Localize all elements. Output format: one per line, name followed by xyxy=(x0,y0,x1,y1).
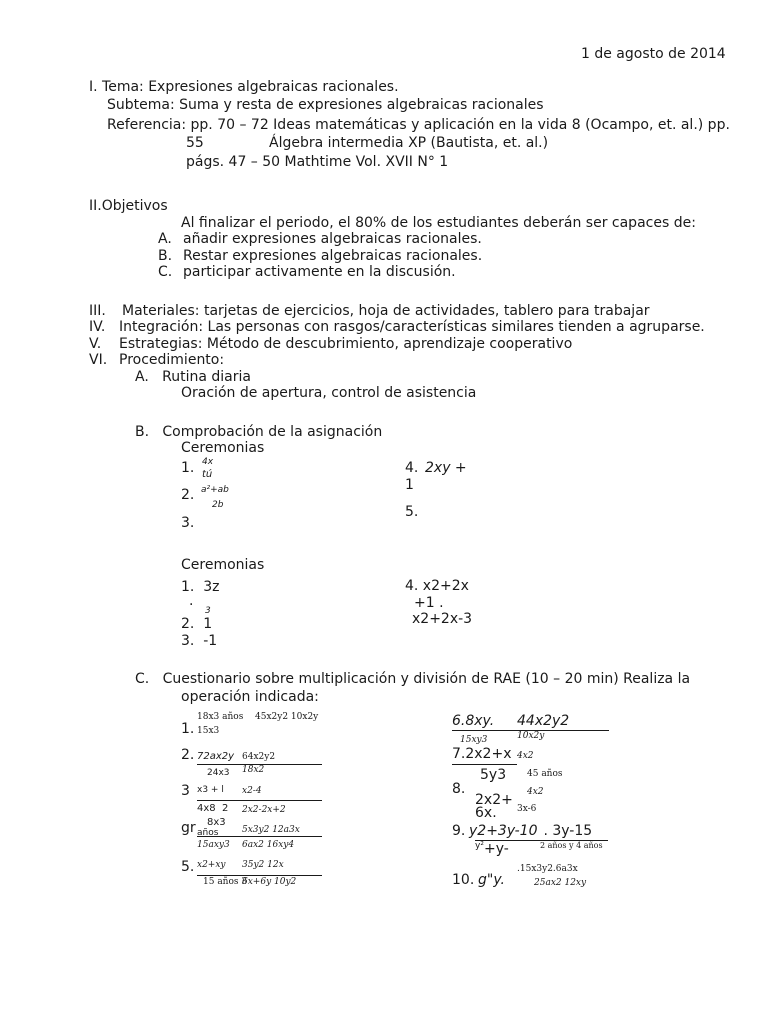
expression: 7.2x2+x xyxy=(452,746,512,762)
expression: x2+2x-3 xyxy=(412,611,473,627)
fraction-denominator: 2b xyxy=(212,500,224,510)
quiz-heading: C. Cuestionario sobre multiplicación y división de RAE (10 – 20 min) Realiza la xyxy=(135,671,691,687)
objective-text: Restar expresiones algebraicas racionales. xyxy=(183,248,483,264)
procedure-heading: Procedimiento: xyxy=(119,352,225,368)
expression: . xyxy=(189,593,194,609)
expression: 5y3 xyxy=(480,767,507,783)
exercise-item: 1. 3z xyxy=(181,579,220,595)
assignment-check-heading: B. Comprobación de la asignación xyxy=(135,424,383,440)
exercise-number: 5. xyxy=(405,504,419,520)
exercise-number: 8. xyxy=(452,781,466,797)
fraction-denominator: 3 xyxy=(205,606,211,616)
fraction-bar xyxy=(197,875,322,876)
reference-book-3: págs. 47 – 50 Mathtime Vol. XVII N° 1 xyxy=(186,154,449,170)
expression: 8x3 xyxy=(207,817,226,828)
expression: 3x-6 xyxy=(517,804,537,814)
objective-text: participar activamente en la discusión. xyxy=(183,264,456,280)
expression: 4x2 xyxy=(517,751,534,761)
expression: 72ax2y xyxy=(197,751,235,762)
expression: 15x3 xyxy=(197,726,220,736)
objectives-heading: II.Objetivos xyxy=(89,198,168,214)
fraction-bar xyxy=(452,764,517,765)
expression: y² xyxy=(475,841,484,851)
ceremonies-label: Ceremonias xyxy=(181,557,265,573)
expression: 10x2y xyxy=(517,731,545,741)
exercise-number: 5. xyxy=(181,859,195,875)
expression: x2+xy xyxy=(197,860,226,870)
exercise-number: 1. xyxy=(181,721,195,737)
expression: 35y2 12x xyxy=(242,860,284,870)
section-number: IV. xyxy=(89,319,106,335)
expression: 4x8 2 xyxy=(197,803,229,814)
expression: 6x+6y 10y2 xyxy=(242,877,297,887)
objective-letter: C. xyxy=(158,264,173,280)
exercise-number: 2. xyxy=(181,747,195,763)
expression: 6x. xyxy=(475,805,497,821)
exercise-number: 3 xyxy=(181,783,190,799)
expression: 2xy + xyxy=(425,460,467,476)
expression: 44x2y2 xyxy=(517,713,570,729)
reference-line: Referencia: pp. 70 – 72 Ideas matemáticas y aplicación en la vida 8 (Ocampo, et. al.) pp. xyxy=(107,117,730,133)
routine-heading: A. Rutina diaria xyxy=(135,369,251,385)
strategies-line: Estrategias: Método de descubrimiento, aprendizaje cooperativo xyxy=(119,336,573,352)
ceremonies-label: Ceremonias xyxy=(181,440,265,456)
exercise-number: 4. xyxy=(405,460,423,476)
expression: 6.8xy. xyxy=(452,713,495,729)
expression: 45 años xyxy=(527,769,563,779)
section-number: VI. xyxy=(89,352,108,368)
expression: 24x3 xyxy=(207,768,230,778)
expression: +1 . xyxy=(414,595,444,611)
expression: 2x2-2x+2 xyxy=(242,805,286,815)
exercise-item: 4. x2+2x xyxy=(405,578,469,594)
expression: . 3y-15 xyxy=(539,823,593,839)
exercise-number: 10. xyxy=(452,872,479,888)
objectives-intro: Al finalizar el periodo, el 80% de los estudiantes deberán ser capaces de: xyxy=(181,215,696,231)
exercise-number: 9. xyxy=(452,823,470,839)
expression: 2x2+ xyxy=(475,792,513,808)
expression: 18x3 años xyxy=(197,712,244,722)
subtopic-line: Subtema: Suma y resta de expresiones algebraicas racionales xyxy=(107,97,544,113)
expression: 15axy3 xyxy=(197,840,230,850)
topic-line: I. Tema: Expresiones algebraicas racionales. xyxy=(89,79,399,95)
expression: 15 años 3 xyxy=(203,877,248,887)
document-date: 1 de agosto de 2014 xyxy=(581,46,726,62)
expression: x3 + l xyxy=(197,785,224,795)
fraction-bar xyxy=(197,800,322,801)
fraction-denominator: tú xyxy=(202,469,213,480)
expression: 15xy3 xyxy=(460,735,488,745)
expression: 64x2y2 xyxy=(242,752,276,762)
exercise-number: 3. xyxy=(181,515,195,531)
expression: años xyxy=(197,828,219,838)
expression: g"y. xyxy=(478,872,505,888)
routine-text: Oración de apertura, control de asistencia xyxy=(181,385,477,401)
expression: x2-4 xyxy=(242,786,262,796)
objective-letter: A. xyxy=(158,231,172,247)
objective-letter: B. xyxy=(158,248,173,264)
expression: 1 xyxy=(405,477,414,493)
fraction-numerator: 4x xyxy=(202,457,214,467)
section-number: V. xyxy=(89,336,102,352)
exercise-item: 2. 1 xyxy=(181,616,213,632)
expression: .15x3y2.6a3x xyxy=(517,864,578,874)
fraction-numerator: a²+ab xyxy=(201,485,229,495)
materials-line: Materiales: tarjetas de ejercicios, hoja de actividades, tablero para trabajar xyxy=(122,303,650,319)
integration-line: Integración: Las personas con rasgos/características similares tienden a agruparse. xyxy=(119,319,705,335)
expression: 5x3y2 12a3x xyxy=(242,825,300,835)
expression: 18x2 xyxy=(242,765,265,775)
expression: y2+3y-10 xyxy=(469,823,538,839)
section-number: III. xyxy=(89,303,106,319)
expression: 4x2 xyxy=(527,787,544,797)
expression: 2 años y 4 años xyxy=(540,841,603,850)
expression: 25ax2 12xy xyxy=(534,878,587,888)
expression: 45x2y2 10x2y xyxy=(255,712,319,722)
reference-page: 55 xyxy=(186,135,204,151)
exercise-number: 2. xyxy=(181,487,195,503)
exercise-number: 1. xyxy=(181,460,195,476)
quiz-heading-continued: operación indicada: xyxy=(181,689,319,705)
exercise-number: gr xyxy=(181,820,196,836)
objective-text: añadir expresiones algebraicas racionales. xyxy=(183,231,482,247)
fraction-bar xyxy=(197,836,322,837)
reference-book-2: Álgebra intermedia XP (Bautista, et. al.) xyxy=(269,135,549,151)
expression: +y- xyxy=(484,841,509,857)
exercise-item: 3. -1 xyxy=(181,633,218,649)
expression: 6ax2 16xy4 xyxy=(242,840,295,850)
